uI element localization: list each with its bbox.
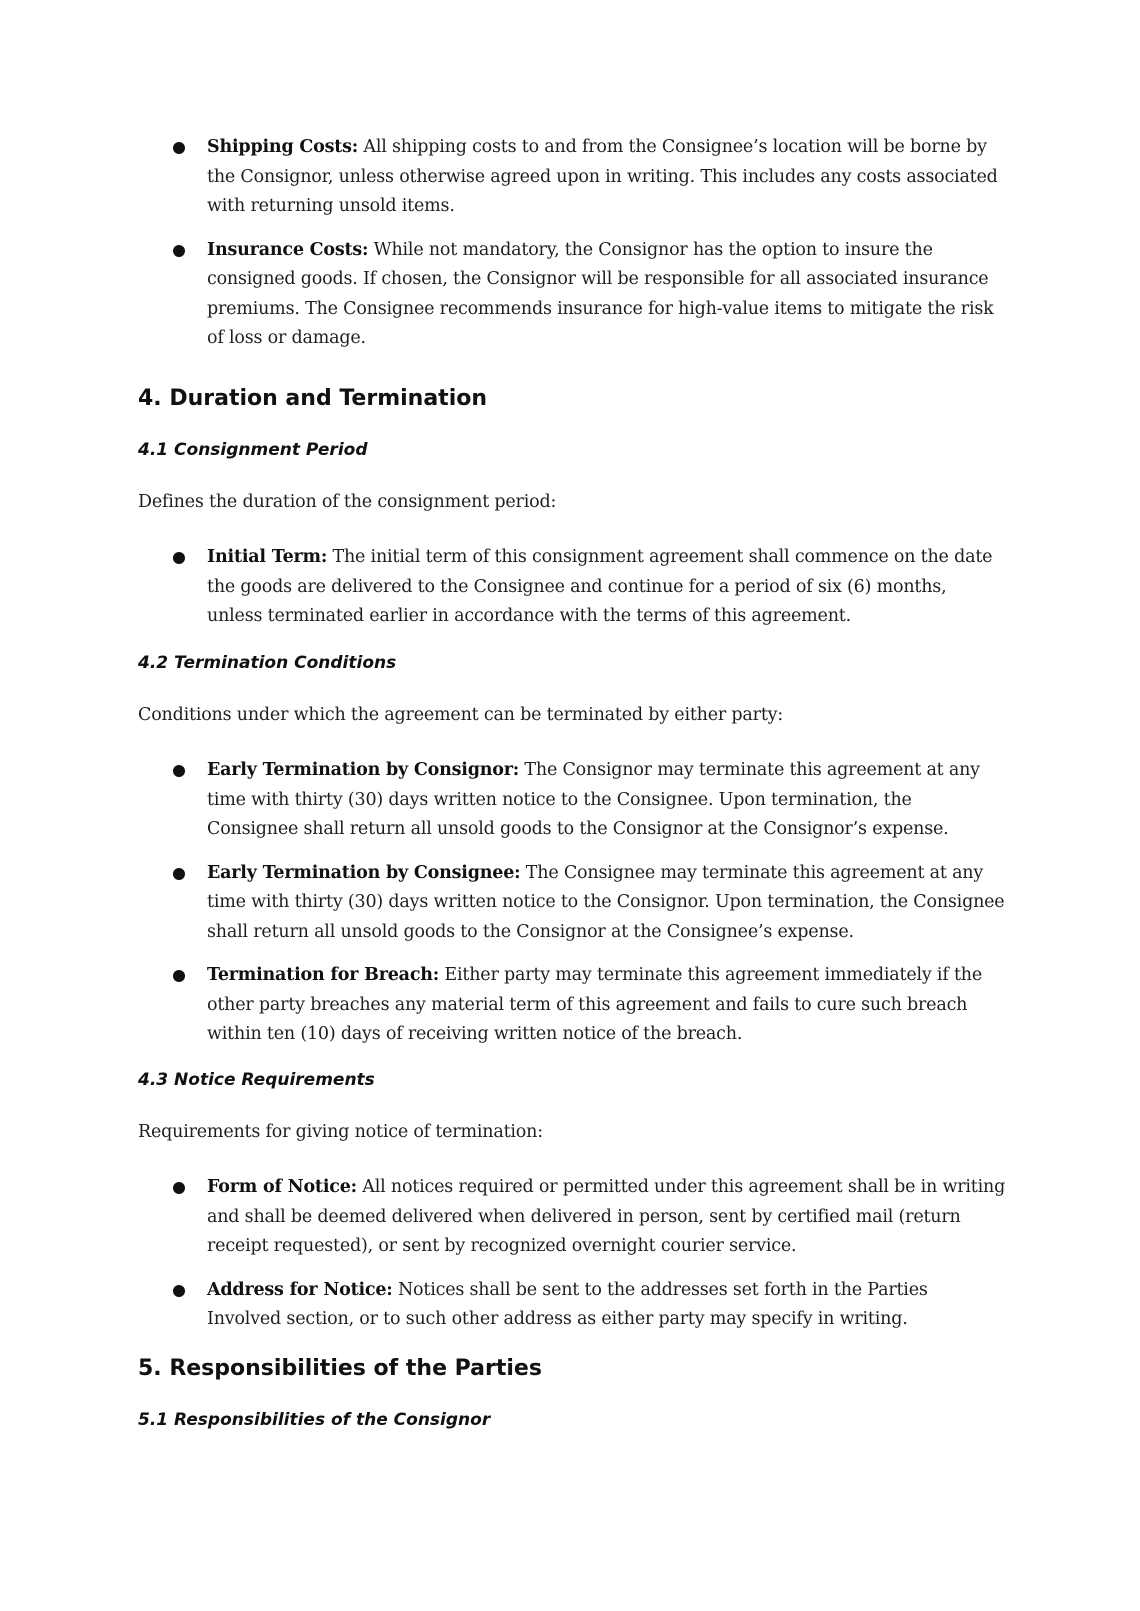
bullet-text: Either party may terminate this agreement immediately if the other party breaches any material term of this agreement and fails to cure such breach within ten (10) days of receiving written notice of the breach.	[207, 965, 983, 1044]
section-4-3-intro: Requirements for giving notice of termination:	[138, 1122, 543, 1142]
bullet-text: The initial term of this consignment agreement shall commence on the date the goods are delivered to the Consignee and continue for a period of six (6) months, unless terminated earlier in accordance with the terms of this agreement.	[207, 547, 993, 626]
list-item	[167, 133, 1007, 222]
bullet-icon	[173, 552, 185, 564]
consignment-period-list	[167, 543, 1007, 646]
bullet-lead: Termination for Breach:	[207, 965, 440, 985]
list-item	[167, 1276, 1007, 1335]
notice-requirements-list	[167, 1173, 1007, 1349]
bullet-icon	[173, 970, 185, 982]
list-item	[167, 756, 1007, 845]
bullet-text: While not mandatory, the Consignor has the option to insure the consigned goods. If chosen, the Consignor will be responsible for all associated insurance premiums. The Consignee recommends insurance for high-value items to mitigate the risk of loss or damage.	[207, 239, 994, 348]
bullet-lead: Form of Notice:	[207, 1177, 357, 1197]
bullet-icon	[173, 245, 185, 257]
bullet-icon	[173, 868, 185, 880]
section-4-3-heading: 4.3 Notice Requirements	[138, 1070, 375, 1090]
section-4-2-intro: Conditions under which the agreement can be terminated by either party:	[138, 705, 784, 725]
list-item	[167, 236, 1007, 354]
bullet-icon	[173, 142, 185, 154]
bullet-lead: Shipping Costs:	[207, 137, 359, 157]
bullet-lead: Early Termination by Consignee:	[207, 862, 521, 883]
bullet-text: The Consignor may terminate this agreement at any time with thirty (30) days written notice to the Consignee. Upon termination, the Consignee shall return all unsold goods to the Consignor at the Consignor’s expense.	[207, 760, 980, 839]
list-item	[167, 859, 1007, 948]
list-item	[167, 961, 1007, 1050]
section-4-heading: 4. Duration and Termination	[138, 386, 488, 411]
termination-conditions-list	[167, 756, 1007, 1064]
bullet-text: The Consignee may terminate this agreement at any time with thirty (30) days written notice to the Consignor. Upon termination, the Consignee shall return all unsold goods to the Consignor at the Consignee’s expense.	[207, 862, 1005, 942]
bullet-icon	[173, 765, 185, 777]
section-4-2-heading: 4.2 Termination Conditions	[138, 653, 397, 673]
bullet-icon	[173, 1285, 185, 1297]
section-5-heading: 5. Responsibilities of the Parties	[138, 1356, 542, 1381]
bullet-text: Notices shall be sent to the addresses set forth in the Parties Involved section, or to such other address as either party may specify in writing.	[207, 1279, 928, 1329]
section-5-1-heading: 5.1 Responsibilities of the Consignor	[138, 1410, 491, 1430]
bullet-lead: Insurance Costs:	[207, 239, 369, 260]
section-4-1-heading: 4.1 Consignment Period	[138, 440, 368, 460]
bullet-lead: Early Termination by Consignor:	[207, 760, 520, 780]
list-item	[167, 543, 1007, 632]
bullet-lead: Initial Term:	[207, 547, 328, 567]
bullet-text: All shipping costs to and from the Consignee’s location will be borne by the Consignor, unless otherwise agreed upon in writing. This includes any costs associated with returning unsold items.	[207, 137, 998, 216]
list-item	[167, 1173, 1007, 1262]
bullet-text: All notices required or permitted under this agreement shall be in writing and shall be deemed delivered when delivered in person, sent by certified mail (return receipt requested), or sent by recognized overnight courier service.	[207, 1177, 1006, 1256]
bullet-icon	[173, 1182, 185, 1194]
bullet-lead: Address for Notice:	[207, 1279, 393, 1300]
section-4-1-intro: Defines the duration of the consignment period:	[138, 492, 557, 512]
shipping-insurance-list	[167, 133, 1007, 368]
